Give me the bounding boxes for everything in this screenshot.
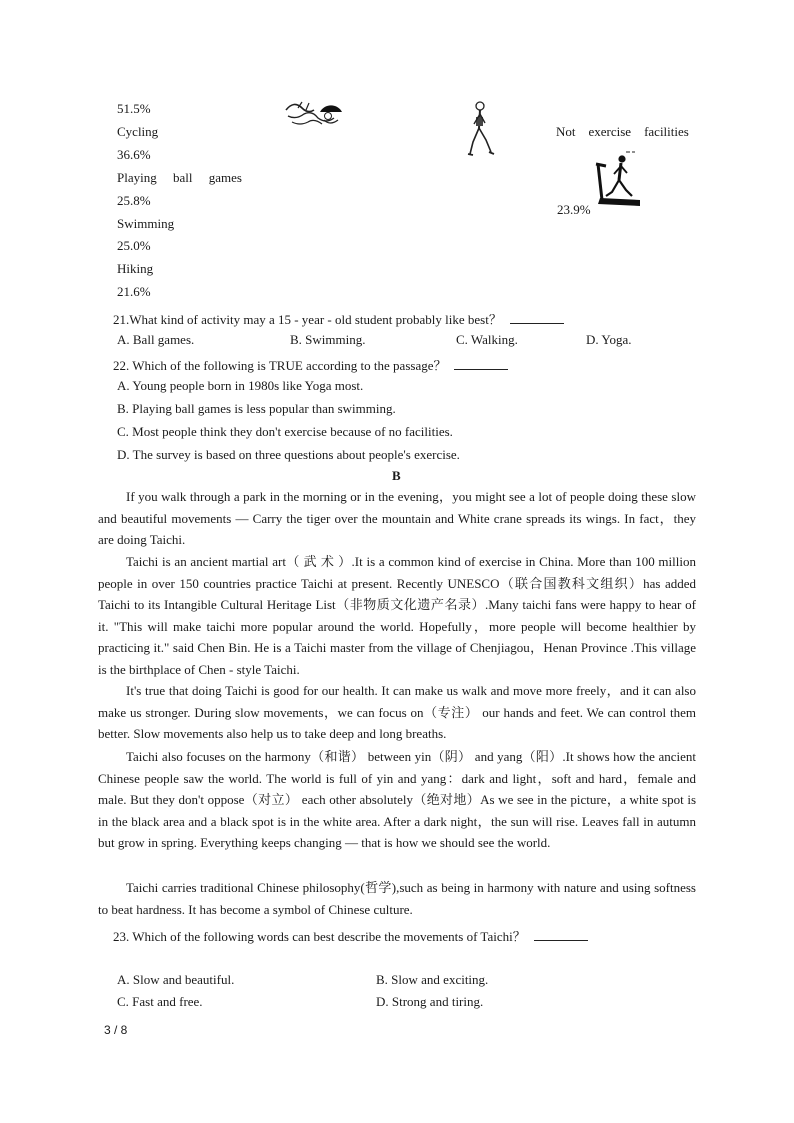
page-number: 3 / 8 [104, 1023, 128, 1037]
question-22 [113, 355, 508, 374]
question-23 [113, 926, 588, 945]
survey-stat: 51.5% [117, 101, 151, 116]
survey-stat: 25.8% [117, 193, 151, 208]
q23-option-b: B. Slow and exciting. [376, 972, 489, 987]
treadmill-runner-icon [592, 150, 644, 212]
passage-paragraph: Taichi also focuses on the harmony（和谐） between yin（阴） and yang（阳）.It shows how the ancient Chinese people saw the world. The world is full of yin and yang：dark and light，soft and hard，female and male. But they don't oppose（对立） each other absolutely（绝对地）As we see in the picture，a white spot is in the black area and a black spot is in the white area. After a dark night，the sun will rise. Leaves fall in autumn but grow in spring. Everything keeps changing — that is how we should see the world. [98, 749, 696, 850]
q23-option-d: D. Strong and tiring. [376, 994, 484, 1009]
survey-label: Cycling [117, 124, 159, 139]
survey-label: Playing ball games [117, 170, 242, 185]
q22-option-b: B. Playing ball games is less popular than swimming. [117, 401, 396, 416]
survey-stat: 25.0% [117, 238, 151, 253]
q23-option-a: A. Slow and beautiful. [117, 972, 235, 987]
question-22-stem: 22. Which of the following is TRUE according to the passage？ [113, 358, 447, 373]
passage-paragraph: If you walk through a park in the morning or in the evening，you might see a lot of people doing these slow and beautiful movements — Carry the tiger over the mountain and White crane spreads its wings. In fact，they are doing Taichi. [98, 489, 696, 547]
swimmer-icon [284, 96, 348, 136]
survey-stat: 36.6% [117, 147, 151, 162]
passage-paragraph: It's true that doing Taichi is good for our health. It can make us walk and move more freely，and it can also make us stronger. During slow movements，we can focus on（专注） our hands and feet. We can control them better. Slow movements also help us to take deep and long breaths. [98, 683, 696, 741]
not-exercise-facilities-label: Not exercise facilities [556, 124, 689, 139]
q23-option-c: C. Fast and free. [117, 994, 203, 1009]
survey-label: Hiking [117, 261, 154, 276]
walker-icon [462, 100, 498, 158]
passage-paragraph: Taichi is an ancient martial art（ 武 术 ）.It is a common kind of exercise in China. More than 100 million people in over 150 countries practice Taichi at present. Recently UNESCO（联合国教科文组织）has added Taichi to its Intangible Cultural Heritage List（非物质文化遗产名录）.Many taichi fans were happy to hear of it. "This will make taichi more popular around the world. Hopefully，more people will become healthier by practicing it." said Chen Bin. He is a Taichi master from the village of Chenjiagou，Henan Province .This village is the birthplace of Chen - style Taichi. [98, 554, 696, 677]
survey-stat: 21.6% [117, 284, 151, 299]
question-21-stem: 21.What kind of activity may a 15 - year - old student probably like best？ [113, 312, 502, 327]
section-heading: B [392, 468, 401, 483]
q22-option-a: A. Young people born in 1980s like Yoga most. [117, 378, 364, 393]
answer-blank[interactable] [534, 928, 588, 941]
q21-option-d: D. Yoga. [586, 332, 632, 347]
question-21 [113, 309, 564, 328]
survey-label: Swimming [117, 216, 175, 231]
passage-paragraph: Taichi carries traditional Chinese philosophy(哲学),such as being in harmony with nature and using softness to beat hardness. It has become a symbol of Chinese culture. [98, 880, 696, 917]
q22-option-c: C. Most people think they don't exercise because of no facilities. [117, 424, 453, 439]
q21-option-a: A. Ball games. [117, 332, 195, 347]
q21-option-c: C. Walking. [456, 332, 518, 347]
q21-option-b: B. Swimming. [290, 332, 366, 347]
answer-blank[interactable] [510, 311, 564, 324]
answer-blank[interactable] [454, 357, 508, 370]
q22-option-d: D. The survey is based on three questions about people's exercise. [117, 447, 460, 462]
treadmill-percentage: 23.9% [557, 202, 591, 217]
question-23-stem: 23. Which of the following words can best describe the movements of Taichi？ [113, 929, 526, 944]
